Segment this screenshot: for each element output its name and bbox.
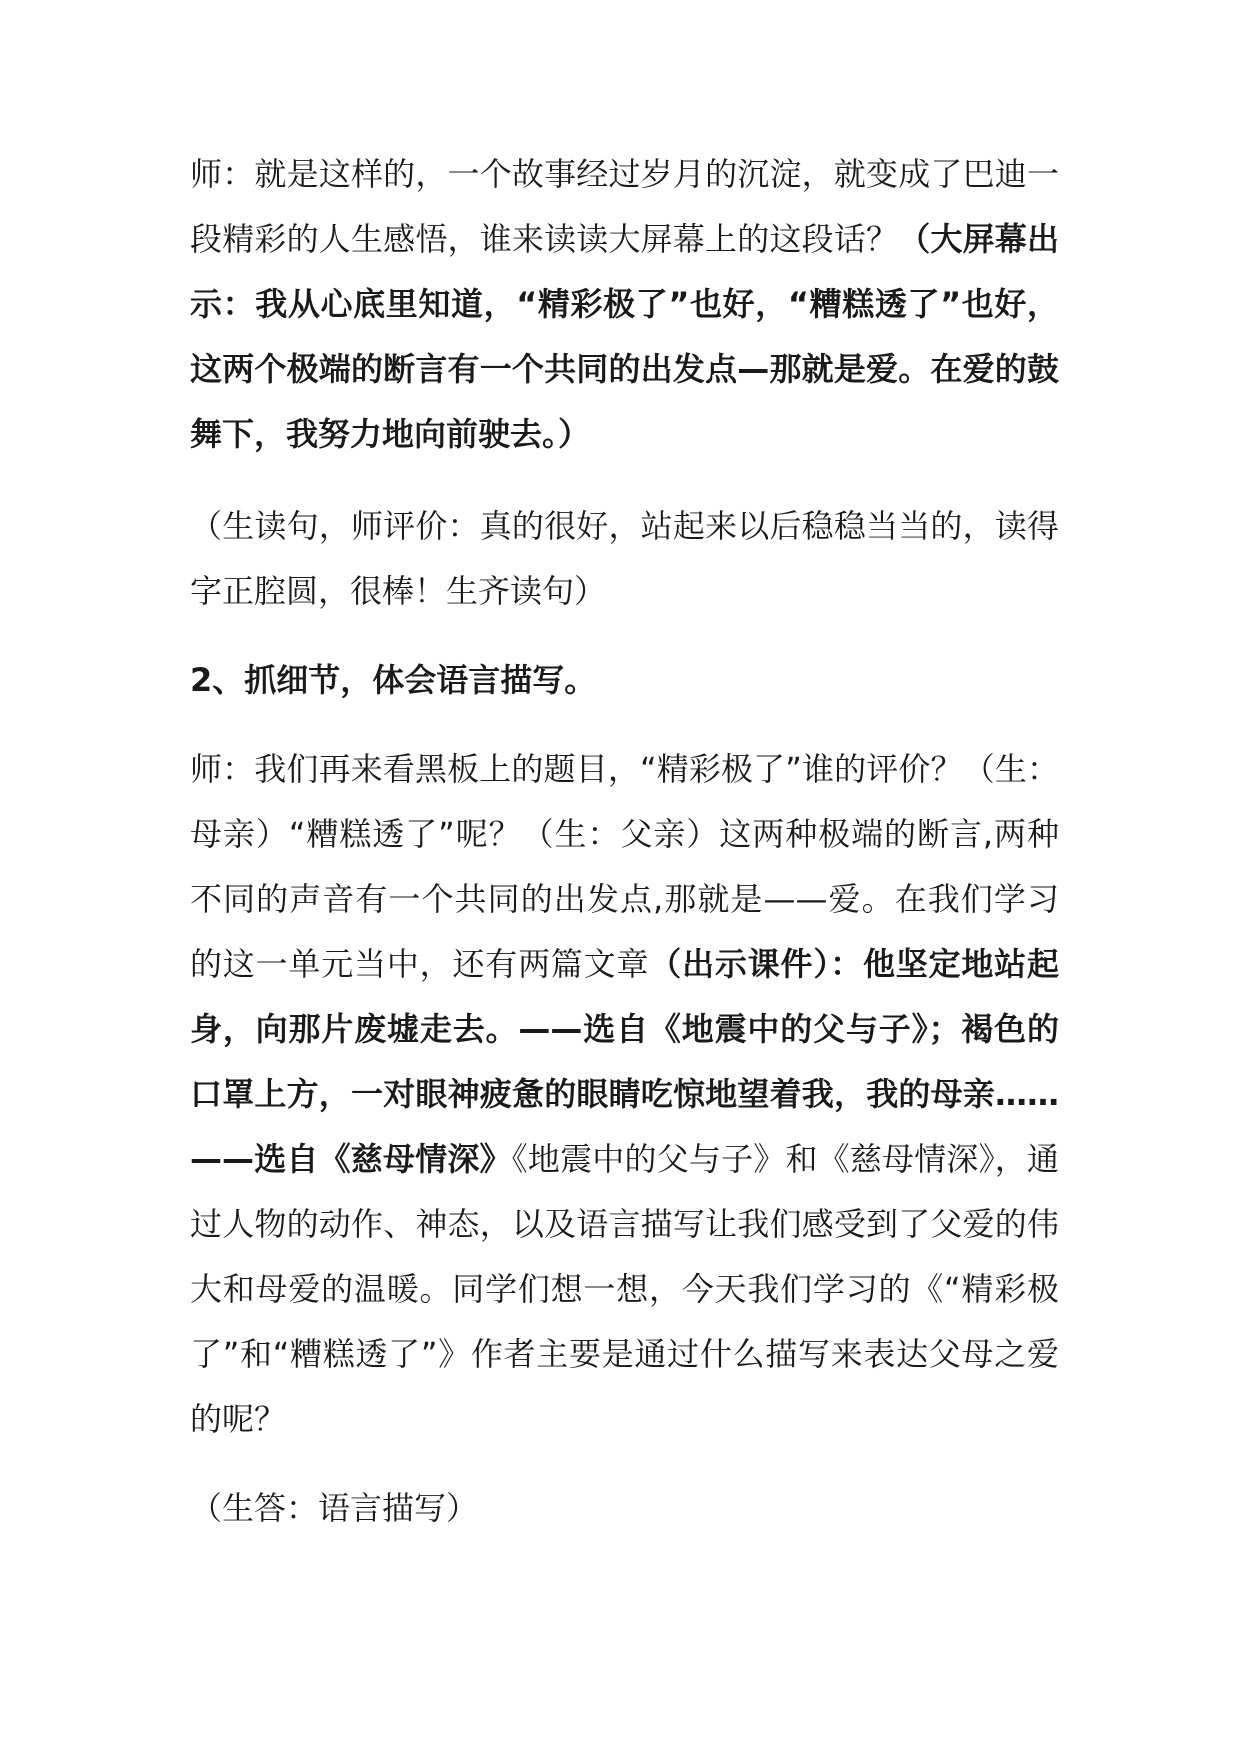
text-segment: 师：我们再来看黑板上的题目，“精彩极了”谁的评价？（生：母亲）“糟糕透了”呢？（生：父亲）这两种极端的断言,两种不同的声音有一个共同的出发点,那就是——爱。在我们学习的这一单元当中，还有两篇文章 bbox=[190, 750, 1059, 983]
text-segment: （生答：语言描写） bbox=[190, 1489, 479, 1527]
section-heading bbox=[190, 648, 1059, 713]
bold-text-segment: （出示课件）：他坚定地站起身，向那片废墟走去。——选自《地震中的父与子》；褐色的口罩上方，一对眼神疲惫的眼睛吃惊地望着我，我的母亲……——选自《慈母情深》 bbox=[190, 945, 1059, 1178]
bold-text-segment: 2、抓细节，体会语言描写。 bbox=[190, 661, 597, 699]
text-segment: 师：就是这样的，一个故事经过岁月的沉淀，就变成了巴迪一段精彩的人生感悟，谁来读读大屏幕上的这段话？ bbox=[190, 155, 1059, 258]
paragraph-teacher-discussion bbox=[190, 737, 1059, 1452]
paragraph-student-reading bbox=[190, 494, 1059, 624]
text-segment: （生读句，师评价：真的很好，站起来以后稳稳当当的，读得字正腔圆，很棒！生齐读句） bbox=[190, 507, 1059, 610]
bold-text-segment: （大屏幕出示：我从心底里知道，“精彩极了”也好，“糟糕透了”也好，这两个极端的断言有一个共同的出发点—那就是爱。在爱的鼓舞下，我努力地向前驶去。） bbox=[190, 220, 1059, 453]
paragraph-student-answer bbox=[190, 1476, 1059, 1541]
paragraph-teacher-intro bbox=[190, 142, 1059, 467]
text-segment: 《地震中的父与子》和《慈母情深》，通过人物的动作、神态，以及语言描写让我们感受到了父爱的伟大和母爱的温暖。同学们想一想，今天我们学习的《“精彩极了”和“糟糕透了”》作者主要是通过什么描写来表达父母之爱的呢？ bbox=[190, 1140, 1059, 1438]
